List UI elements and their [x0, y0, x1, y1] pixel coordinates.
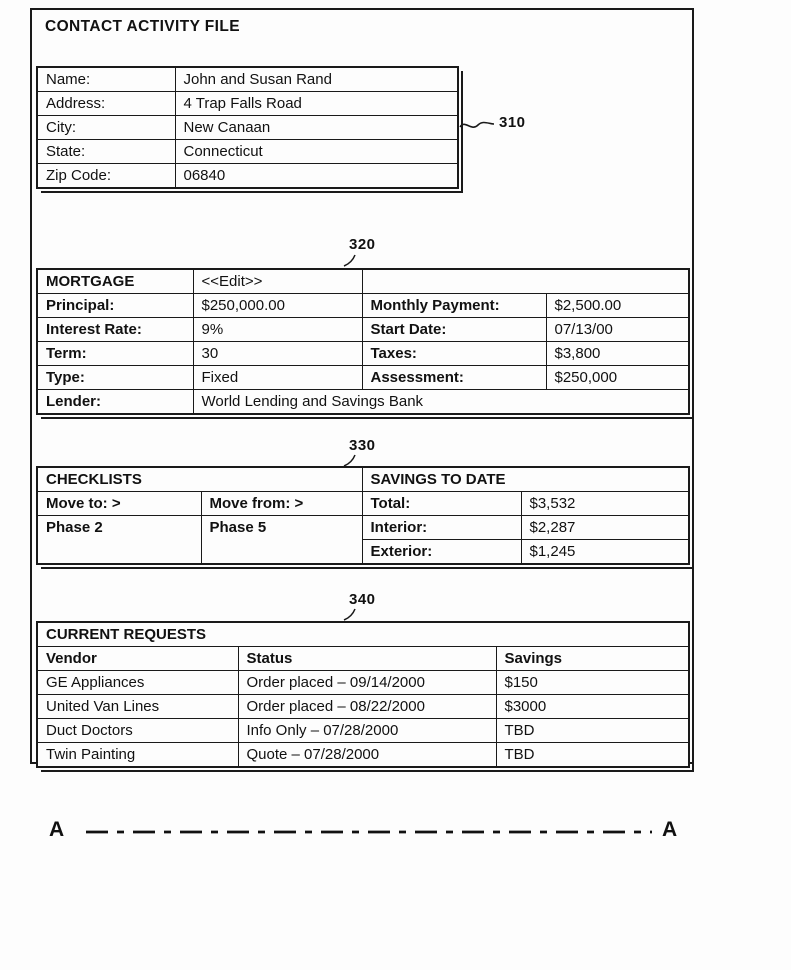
table-row [37, 695, 689, 719]
table-row [37, 342, 689, 366]
savings-exterior-label: Exterior: [362, 540, 521, 565]
assessment-label: Assessment: [362, 366, 546, 390]
interest-rate-value: 9% [193, 318, 362, 342]
table-row [37, 671, 689, 695]
taxes-label: Taxes: [362, 342, 546, 366]
monthly-payment-value: $2,500.00 [546, 294, 689, 318]
contact-city-value: New Canaan [175, 116, 458, 140]
ref-label-contact: 310 [499, 114, 526, 131]
contact-address-label: Address: [37, 92, 175, 116]
ref-label-mortgage: 320 [349, 236, 376, 253]
savings-exterior-value: $1,245 [521, 540, 689, 565]
page-title: CONTACT ACTIVITY FILE [45, 18, 240, 35]
table-row [37, 390, 689, 415]
request-status: Info Only – 07/28/2000 [238, 719, 496, 743]
column-header-vendor: Vendor [37, 647, 238, 671]
table-row [37, 719, 689, 743]
column-header-savings: Savings [496, 647, 689, 671]
request-savings: $3000 [496, 695, 689, 719]
table-row [37, 647, 689, 671]
request-vendor: United Van Lines [37, 695, 238, 719]
leader-squiggle-310 [458, 117, 496, 140]
lender-value: World Lending and Savings Bank [193, 390, 689, 415]
current-requests-table [36, 621, 690, 768]
monthly-payment-label: Monthly Payment: [362, 294, 546, 318]
phase-from-value: Phase 5 [201, 516, 362, 565]
section-cut-line [84, 824, 654, 845]
table-row [37, 67, 458, 92]
type-label: Type: [37, 366, 193, 390]
start-date-label: Start Date: [362, 318, 546, 342]
term-label: Term: [37, 342, 193, 366]
term-value: 30 [193, 342, 362, 366]
savings-total-label: Total: [362, 492, 521, 516]
request-status: Quote – 07/28/2000 [238, 743, 496, 768]
table-row [37, 140, 458, 164]
table-row [37, 294, 689, 318]
table-row [37, 164, 458, 189]
table-row [37, 269, 689, 294]
savings-header: SAVINGS TO DATE [362, 467, 689, 492]
move-from-link[interactable]: Move from: > [201, 492, 362, 516]
request-vendor: GE Appliances [37, 671, 238, 695]
savings-interior-label: Interior: [362, 516, 521, 540]
ref-label-checklists: 330 [349, 437, 376, 454]
contact-info-table [36, 66, 459, 189]
section-letter-right: A [662, 818, 678, 841]
table-row [37, 516, 689, 540]
edit-button[interactable]: <<Edit>> [193, 269, 362, 294]
table-row [37, 622, 689, 647]
requests-header: CURRENT REQUESTS [37, 622, 689, 647]
contact-state-label: State: [37, 140, 175, 164]
lender-label: Lender: [37, 390, 193, 415]
move-to-link[interactable]: Move to: > [37, 492, 201, 516]
type-value: Fixed [193, 366, 362, 390]
table-row [37, 318, 689, 342]
request-savings: TBD [496, 743, 689, 768]
contact-zip-label: Zip Code: [37, 164, 175, 189]
interest-rate-label: Interest Rate: [37, 318, 193, 342]
section-letter-left: A [49, 818, 65, 841]
request-vendor: Twin Painting [37, 743, 238, 768]
mortgage-header-filler [362, 269, 689, 294]
mortgage-header: MORTGAGE [37, 269, 193, 294]
assessment-value: $250,000 [546, 366, 689, 390]
contact-city-label: City: [37, 116, 175, 140]
principal-label: Principal: [37, 294, 193, 318]
request-savings: $150 [496, 671, 689, 695]
checklists-savings-table [36, 466, 690, 565]
table-row [37, 492, 689, 516]
contact-name-value: John and Susan Rand [175, 67, 458, 92]
table-row [37, 467, 689, 492]
table-row [37, 743, 689, 768]
contact-zip-value: 06840 [175, 164, 458, 189]
request-status: Order placed – 08/22/2000 [238, 695, 496, 719]
table-row [37, 366, 689, 390]
contact-state-value: Connecticut [175, 140, 458, 164]
checklists-header: CHECKLISTS [37, 467, 362, 492]
table-row [37, 92, 458, 116]
taxes-value: $3,800 [546, 342, 689, 366]
mortgage-table [36, 268, 690, 415]
contact-address-value: 4 Trap Falls Road [175, 92, 458, 116]
savings-total-value: $3,532 [521, 492, 689, 516]
request-vendor: Duct Doctors [37, 719, 238, 743]
request-status: Order placed – 09/14/2000 [238, 671, 496, 695]
ref-label-requests: 340 [349, 591, 376, 608]
phase-to-value: Phase 2 [37, 516, 201, 565]
table-row [37, 116, 458, 140]
column-header-status: Status [238, 647, 496, 671]
request-savings: TBD [496, 719, 689, 743]
principal-value: $250,000.00 [193, 294, 362, 318]
savings-interior-value: $2,287 [521, 516, 689, 540]
start-date-value: 07/13/00 [546, 318, 689, 342]
contact-name-label: Name: [37, 67, 175, 92]
